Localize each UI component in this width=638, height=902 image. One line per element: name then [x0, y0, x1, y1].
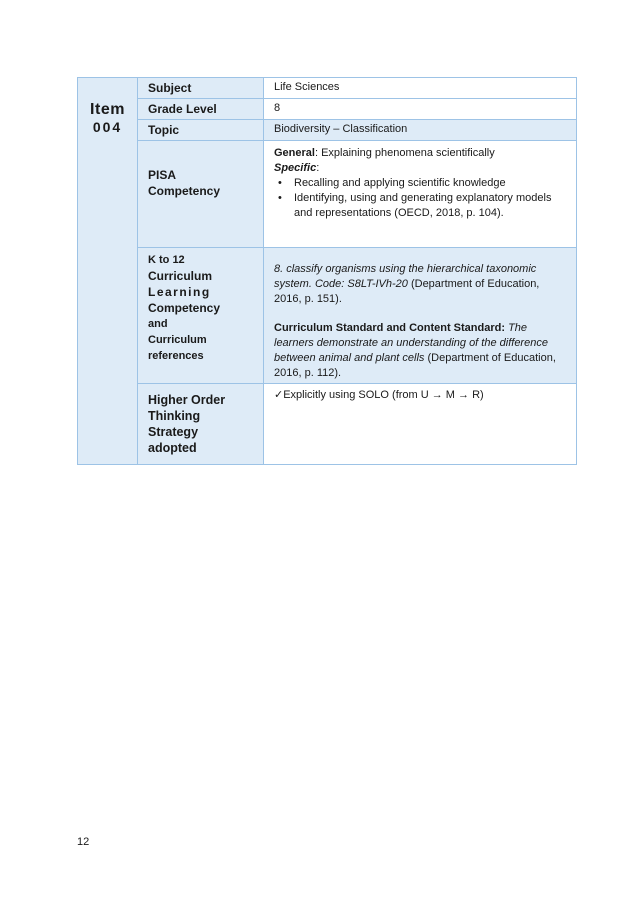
standard-label: Curriculum Standard and Content Standard: [274, 322, 506, 334]
pisa-general [274, 146, 566, 161]
k12-label-line5: and [148, 318, 168, 330]
page-number: 12 [77, 836, 90, 848]
subject-row [78, 78, 577, 99]
list-item: • Recalling and applying scientific knowledge [294, 176, 566, 191]
standard-reference: (Department of Education, 2016, p. 112). [274, 352, 556, 379]
k12-label-line3: Learning [148, 285, 211, 299]
item-id-cell [78, 78, 138, 465]
topic-row [78, 120, 577, 141]
specific-colon: : [316, 162, 320, 174]
subject-label: Subject [138, 78, 264, 99]
k12-label-line1: K to 12 [148, 254, 185, 266]
hots-label-line2: Thinking [148, 409, 201, 423]
pisa-value [264, 141, 577, 248]
specific-label: Specific [274, 162, 317, 174]
list-item: • Identifying, using and generating explanatory models and representations (OECD, 2018, p. 104). [294, 191, 566, 221]
hots-label [138, 384, 264, 465]
hots-label-line4: adopted [148, 441, 197, 455]
subject-value: Life Sciences [264, 78, 577, 99]
k12-label-line7: references [148, 350, 204, 362]
pisa-specific [274, 161, 566, 176]
topic-label: Topic [138, 120, 264, 141]
pisa-label-line1: PISA [148, 168, 177, 182]
k12-label-line2: Curriculum [148, 269, 213, 283]
grade-value: 8 [264, 99, 577, 120]
k12-value [264, 248, 577, 384]
grade-label: Grade Level [138, 99, 264, 120]
k12-label-line4: Competency [148, 301, 221, 315]
k12-label [138, 248, 264, 384]
learning-competency [274, 262, 566, 307]
pisa-row [78, 141, 577, 248]
item-label: Item [90, 101, 125, 118]
item-table [77, 77, 577, 465]
pisa-label-line2: Competency [148, 184, 221, 198]
hots-row [78, 384, 577, 465]
pisa-bullet-list [274, 176, 566, 221]
competency-text: 8. classify organisms using the hierarchical taxonomic system. Code: S8LT-IVh-20 [274, 263, 537, 290]
k12-row [78, 248, 577, 384]
curriculum-standard [274, 321, 566, 381]
k12-label-line6: Curriculum [148, 334, 207, 346]
hots-label-line3: Strategy [148, 425, 199, 439]
general-text: : Explaining phenomena scientifically [314, 147, 495, 159]
item-number: 004 [92, 119, 123, 135]
hots-value: ✓Explicitly using SOLO (from U → M → R) [264, 384, 577, 465]
pisa-label [138, 141, 264, 248]
standard-text: The learners demonstrate an understanding of the difference between animal and plant cells [274, 322, 548, 364]
general-label: General [274, 147, 315, 159]
competency-reference: (Department of Education, 2016, p. 151). [274, 278, 540, 305]
hots-label-line1: Higher Order [148, 393, 226, 407]
topic-value: Biodiversity – Classification [264, 120, 577, 141]
grade-row [78, 99, 577, 120]
